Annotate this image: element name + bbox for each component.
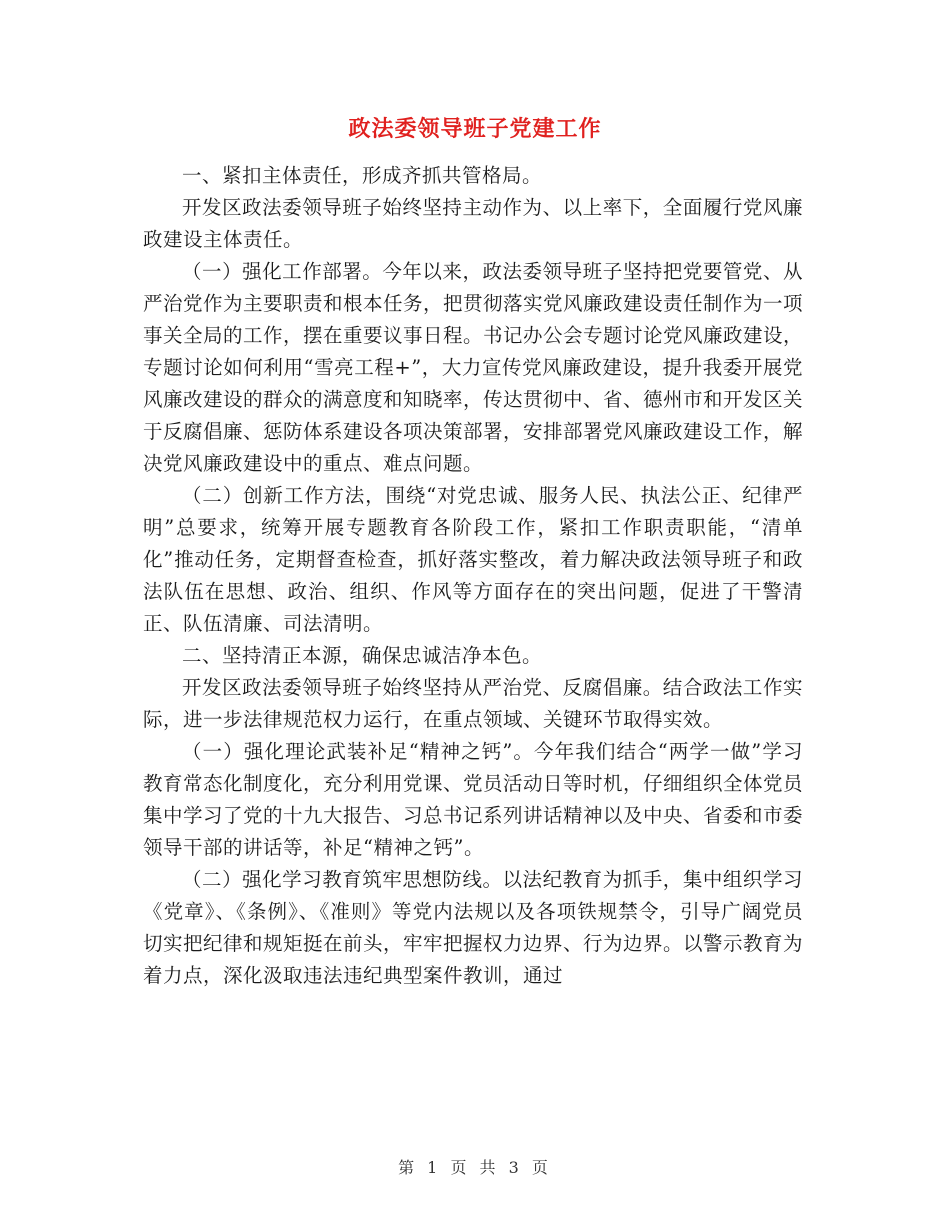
page-footer: 第 1 页 共 3 页 — [398, 1158, 552, 1177]
paragraph: 开发区政法委领导班子始终坚持从严治党、反腐倡廉。结合政法工作实际，进一步法律规范权力运行，在重点领域、关键环节取得实效。 — [143, 676, 803, 731]
section-heading-2: 二、坚持清正本源，确保忠诚洁净本色。 — [182, 644, 543, 667]
paragraph: （一）强化理论武装补足“精神之钙”。今年我们结合“两学一做”学习教育常态化制度化，充分利用党课、党员活动日等时机，仔细组织全体党员集中学习了党的十九大报告、习总书记系列讲话精神以及中央、省委和市委领导干部的讲话等，补足“精神之钙”。 — [143, 740, 804, 859]
page-title: 政法委领导班子党建工作 — [348, 116, 602, 142]
paragraph: （一）强化工作部署。今年以来，政法委领导班子坚持把党要管党、从严治党作为主要职责和根本任务，把贯彻落实党风廉政建设责任制作为一项事关全局的工作，摆在重要议事日程。书记办公会专题讨论党风廉政建设，专题讨论如何利用“雪亮工程+”，大力宣传党风廉政建设，提升我委开展党风廉改建设的群众的满意度和知晓率，传达贯彻中、省、德州市和开发区关于反腐倡廉、惩防体系建设各项决策部署，安排部署党风廉政建设工作，解决党风廉政建设中的重点、难点问题。 — [143, 260, 804, 475]
paragraph: （二）强化学习教育筑牢思想防线。以法纪教育为抓手，集中组织学习《党章》、《条例》、《准则》等党内法规以及各项铁规禁令，引导广阔党员切实把纪律和规矩挺在前头，牢牢把握权力边界、行为边界。以警示教育为着力点，深化汲取违法违纪典型案件教训，通过 — [143, 868, 804, 987]
section-heading-1: 一、紧扣主体责任，形成齐抓共管格局。 — [182, 164, 543, 187]
paragraph: （二）创新工作方法，围绕“对党忠诚、服务人民、执法公正、纪律严明”总要求，统筹开展专题教育各阶段工作，紧扣工作职责职能，“清单化”推动任务，定期督查检查，抓好落实整改，着力解决政法领导班子和政法队伍在思想、政治、组织、作风等方面存在的突出问题，促进了干警清正、队伍清廉、司法清明。 — [143, 484, 803, 635]
document-body — [143, 160, 803, 992]
paragraph: 开发区政法委领导班子始终坚持主动作为、以上率下，全面履行党风廉政建设主体责任。 — [143, 196, 803, 251]
